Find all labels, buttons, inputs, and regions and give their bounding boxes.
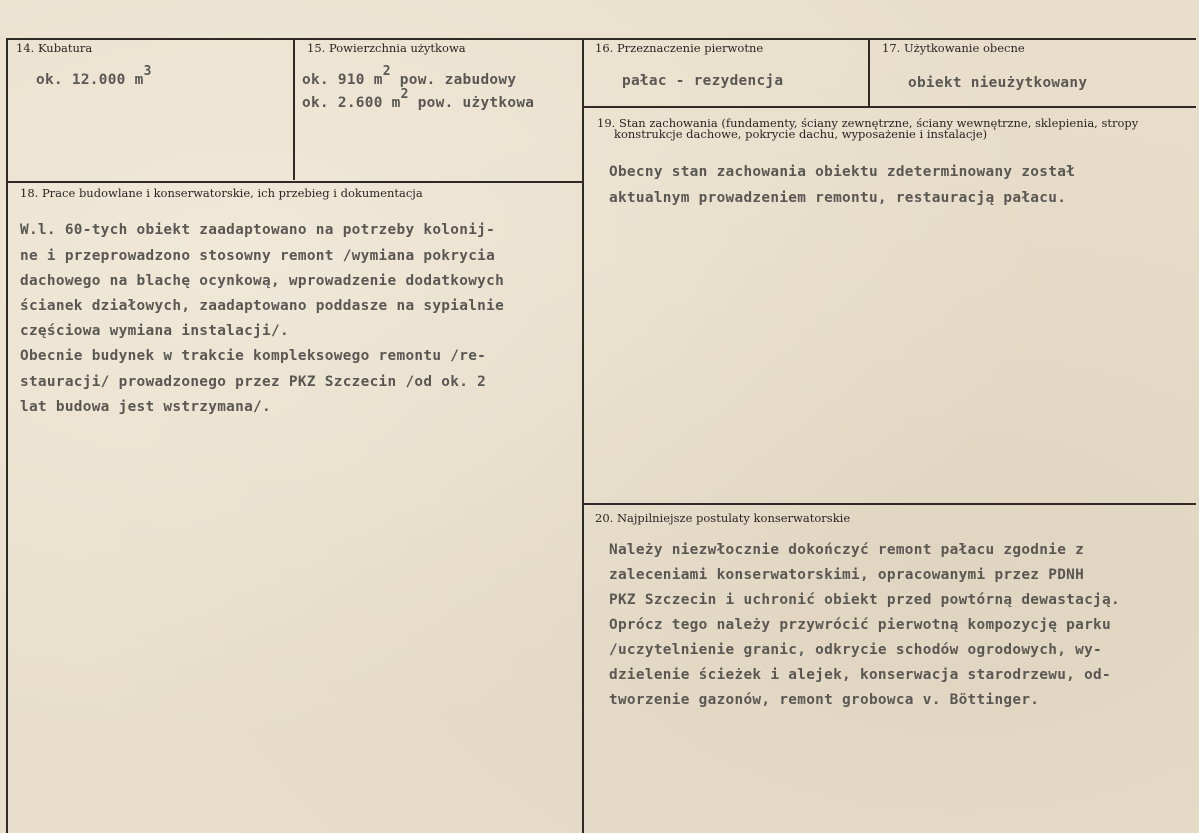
field-19-line: Obecny stan zachowania obiektu zdeterminowany został: [609, 164, 1076, 180]
field-20-line: Oprócz tego należy przywrócić pierwotną kompozycję parku: [609, 617, 1111, 633]
field-15-label: 15. Powierzchnia użytkowa: [307, 41, 466, 55]
divider-16-17: [868, 38, 870, 106]
main-center-divider: [582, 38, 584, 833]
field-14-value: ok. 12.000 m3: [36, 64, 152, 88]
field-18-line: Obecnie budynek w trakcie kompleksowego remontu /re-: [20, 348, 487, 364]
field-15-line-2: ok. 2.600 m2 pow. użytkowa: [302, 87, 535, 111]
field-18-line: lat budowa jest wstrzymana/.: [20, 399, 271, 415]
field-18-line: ścianek działowych, zaadaptowano poddasze na sypialnie: [20, 298, 505, 314]
field-18-label: 18. Prace budowlane i konserwatorskie, ich przebieg i dokumentacja: [20, 186, 423, 200]
field-17-value: obiekt nieużytkowany: [908, 75, 1088, 91]
field-20-label: 20. Najpilniejsze postulaty konserwatorskie: [595, 511, 851, 525]
field-18-line: W.l. 60-tych obiekt zaadaptowano na potrzeby kolonij-: [20, 222, 496, 238]
field-20-line: PKZ Szczecin i uchronić obiekt przed powtórną dewastacją.: [609, 592, 1120, 608]
field-20-line: /uczytelnienie granic, odkrycie schodów ogrodowych, wy-: [609, 642, 1103, 658]
field-16-label: 16. Przeznaczenie pierwotne: [595, 41, 764, 55]
divider-above-19: [583, 106, 1196, 108]
divider-14-15: [293, 38, 295, 180]
left-border: [6, 38, 8, 833]
field-15-line-2-exponent: 2: [400, 87, 409, 102]
field-19-label-line-2: konstrukcje dachowe, pokrycie dachu, wyposażenie i instalacje): [614, 127, 988, 141]
field-18-line: ne i przeprowadzono stosowny remont /wymiana pokrycia: [20, 248, 496, 264]
field-19-line: aktualnym prowadzeniem remontu, restauracją pałacu.: [609, 190, 1067, 206]
field-17-label: 17. Użytkowanie obecne: [882, 41, 1025, 55]
field-19-label-line-1: 19. Stan zachowania (fundamenty, ściany zewnętrzne, ściany wewnętrzne, sklepienia, stropy: [597, 116, 1139, 130]
field-18-line: dachowego na blachę ocynkową, wprowadzenie dodatkowych: [20, 273, 505, 289]
field-16-value: pałac - rezydencja: [622, 73, 784, 89]
top-border: [6, 38, 1196, 40]
field-18-line: częściowa wymiana instalacji/.: [20, 323, 289, 339]
field-18-line: stauracji/ prowadzonego przez PKZ Szczecin /od ok. 2: [20, 374, 487, 390]
field-20-line: zaleceniami konserwatorskimi, opracowanymi przez PDNH: [609, 567, 1085, 583]
field-20-line: Należy niezwłocznie dokończyć remont pałacu zgodnie z: [609, 542, 1085, 558]
field-20-line: tworzenie gazonów, remont grobowca v. Böttinger.: [609, 692, 1040, 708]
field-14-exponent: 3: [143, 64, 152, 79]
field-15-line-1-exponent: 2: [382, 64, 391, 79]
divider-above-20: [583, 503, 1196, 505]
field-14-label: 14. Kubatura: [16, 41, 93, 55]
divider-above-18: [6, 181, 583, 183]
field-15-line-1: ok. 910 m2 pow. zabudowy: [302, 64, 517, 88]
field-20-line: dzielenie ścieżek i alejek, konserwacja starodrzewu, od-: [609, 667, 1111, 683]
